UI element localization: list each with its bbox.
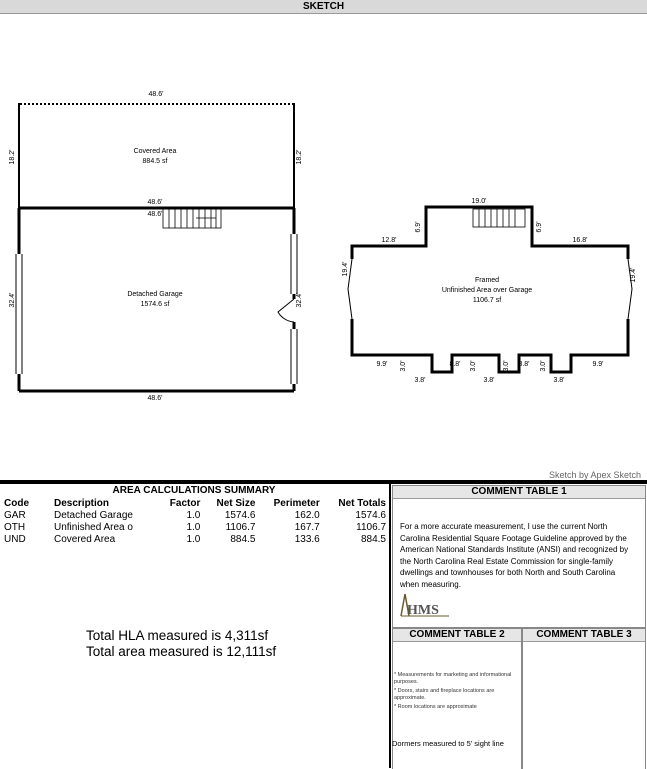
col-factor: Factor bbox=[169, 497, 201, 509]
framed-stairs-icon bbox=[473, 209, 525, 227]
comment-table-2-list bbox=[394, 672, 516, 713]
comment-table-1-title: COMMENT TABLE 1 bbox=[393, 486, 645, 499]
cell-net-total: 884.5 bbox=[360, 533, 386, 545]
dim-garage-mid-lower: 48.6' bbox=[147, 211, 163, 218]
garage-size: 1574.6 sf bbox=[140, 301, 170, 308]
dim-framed-left-side: 19.4' bbox=[342, 261, 349, 277]
cell-factor: 1.0 bbox=[186, 509, 201, 521]
sketch-header: SKETCH bbox=[0, 0, 647, 14]
covered-area-label: Covered Area bbox=[133, 148, 177, 155]
garage-label: Detached Garage bbox=[127, 291, 183, 298]
cell-net-size: 884.5 bbox=[230, 533, 256, 545]
hms-logo bbox=[399, 590, 451, 620]
col-net-size: Net Size bbox=[216, 497, 256, 509]
total-hla: Total HLA measured is 4,311sf bbox=[86, 628, 269, 643]
cell-perimeter: 167.7 bbox=[294, 521, 320, 533]
cell-code: UND bbox=[4, 533, 26, 545]
area-summary-title: AREA CALCULATIONS SUMMARY bbox=[112, 485, 276, 496]
totals-block bbox=[86, 628, 276, 660]
vertical-divider bbox=[389, 484, 391, 768]
comment-table-1-text: For a more accurate measurement, I use the current North Carolina Residential Square Footage Guideline approved by the American National Standards Institute (ANSI) and recognized by the North Carolina Real Estate Commission for single-family dwellings and townhouses for both North and South Carolina when measuring. bbox=[400, 522, 629, 589]
sketch-credit: Sketch by Apex Sketch bbox=[548, 470, 641, 480]
cell-factor: 1.0 bbox=[186, 533, 201, 545]
table-row bbox=[2, 521, 388, 533]
cell-description: Covered Area bbox=[54, 533, 116, 545]
dim-framed-upper-left: 12.8' bbox=[381, 237, 397, 244]
col-perimeter: Perimeter bbox=[273, 497, 320, 509]
framed-label-2: Unfinished Area over Garage bbox=[441, 287, 533, 294]
dim-bump-gap-2: 8.8' bbox=[518, 361, 530, 368]
dim-bump2-left: 3.0' bbox=[470, 360, 477, 372]
dim-bump2-width: 3.8' bbox=[483, 377, 495, 384]
logo-text: HMS bbox=[407, 603, 439, 618]
col-description: Description bbox=[54, 497, 110, 509]
dim-garage-mid-upper: 48.6' bbox=[147, 199, 163, 206]
section-divider bbox=[0, 480, 647, 484]
dim-framed-bottom-right: 9.9' bbox=[592, 361, 604, 368]
dim-bump3-width: 3.8' bbox=[553, 377, 565, 384]
floor-sketch bbox=[0, 14, 647, 470]
dim-framed-upper-right: 16.8' bbox=[572, 237, 588, 244]
dim-covered-left: 18.2' bbox=[9, 149, 16, 165]
dim-bump1-side: 3.0' bbox=[400, 360, 407, 372]
comment-table-3-title: COMMENT TABLE 3 bbox=[523, 629, 645, 642]
covered-area-size: 884.5 sf bbox=[142, 158, 168, 165]
garage-stairs-icon bbox=[163, 209, 221, 228]
dim-framed-left-notch: 6.9' bbox=[415, 221, 422, 233]
comment-table-2-title: COMMENT TABLE 2 bbox=[393, 629, 521, 642]
cell-net-size: 1574.6 bbox=[224, 509, 256, 521]
cell-net-total: 1106.7 bbox=[356, 521, 386, 533]
col-code: Code bbox=[4, 497, 29, 509]
garage-door-icon bbox=[278, 299, 294, 322]
list-item: * Doors, stairs and fireplace locations are approximate. bbox=[394, 688, 495, 701]
framed-size: 1106.7 sf bbox=[472, 297, 502, 304]
list-item: * Measurements for marketing and informational purposes. bbox=[394, 672, 512, 685]
dim-bump-gap-1: 8.8' bbox=[449, 361, 461, 368]
dim-framed-bottom-left: 9.9' bbox=[376, 361, 388, 368]
framed-label-1: Framed bbox=[474, 277, 500, 284]
col-net-totals: Net Totals bbox=[338, 497, 386, 509]
list-item: * Room locations are approximate bbox=[394, 704, 477, 710]
table-row bbox=[2, 533, 388, 545]
area-summary-table bbox=[2, 497, 388, 545]
cell-net-total: 1574.6 bbox=[355, 509, 386, 521]
garage-building bbox=[16, 103, 297, 391]
dim-bump3-side: 3.0' bbox=[540, 360, 547, 372]
dim-covered-right: 18.2' bbox=[296, 149, 303, 165]
table-row bbox=[2, 509, 388, 521]
cell-perimeter: 133.6 bbox=[294, 533, 320, 545]
dim-framed-top: 19.0' bbox=[471, 198, 487, 205]
cell-factor: 1.0 bbox=[186, 521, 201, 533]
cell-net-size: 1106.7 bbox=[225, 521, 256, 533]
dim-bump1-width: 3.8' bbox=[414, 377, 426, 384]
dim-garage-bottom: 48.6' bbox=[147, 395, 163, 402]
table-header-row bbox=[2, 497, 388, 509]
comment-table-2-note: Dormers measured to 5' sight line bbox=[392, 739, 504, 748]
dim-garage-right: 32.4' bbox=[296, 292, 303, 308]
cell-code: OTH bbox=[4, 521, 26, 533]
cell-description: Detached Garage bbox=[54, 509, 133, 521]
comment-table-3 bbox=[522, 628, 646, 769]
dim-bump2-right: 3.0' bbox=[503, 360, 510, 372]
total-area: Total area measured is 12,111sf bbox=[86, 644, 277, 659]
dim-garage-top: 48.6' bbox=[148, 91, 164, 98]
dim-framed-right-notch: 6.9' bbox=[536, 221, 543, 233]
dim-garage-left: 32.4' bbox=[9, 292, 16, 308]
cell-description: Unfinished Area o bbox=[54, 521, 133, 533]
cell-perimeter: 162.0 bbox=[294, 509, 320, 521]
cell-code: GAR bbox=[4, 509, 26, 521]
dim-framed-right-side: 19.4' bbox=[630, 267, 637, 283]
